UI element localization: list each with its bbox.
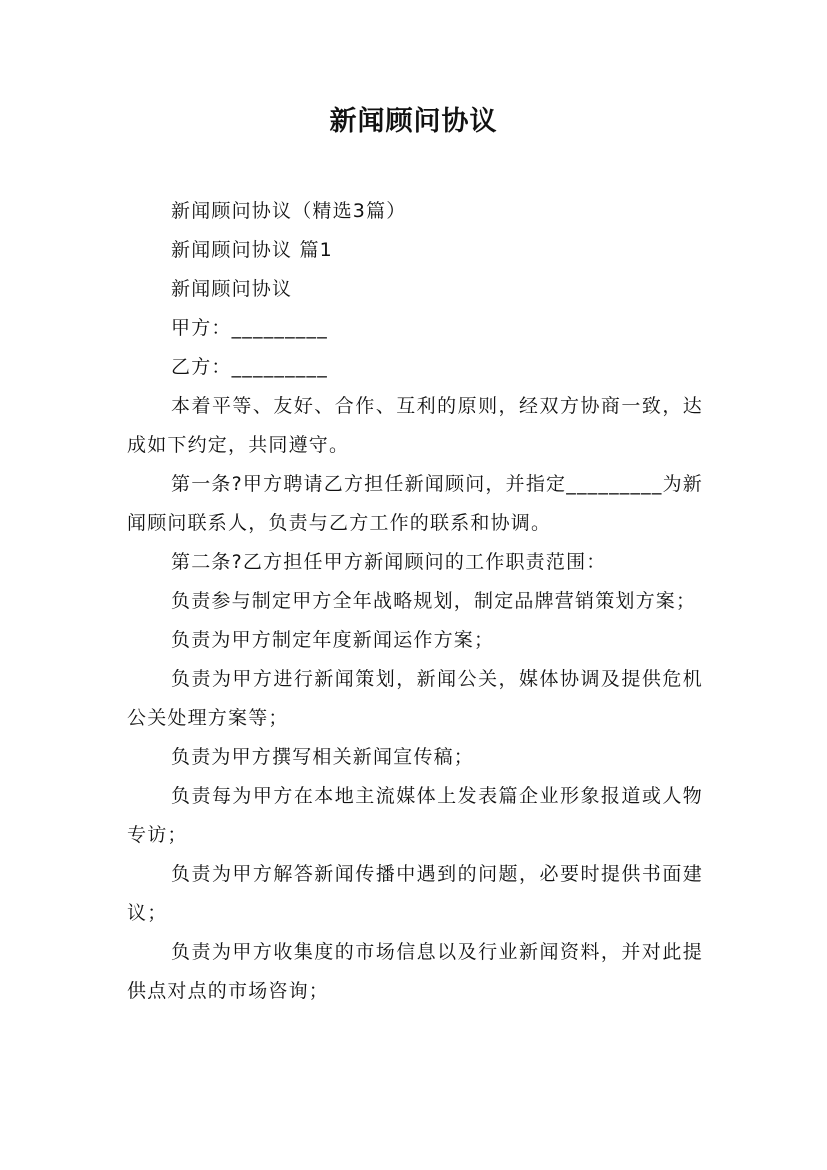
paragraph-article-1: 第一条?甲方聘请乙方担任新闻顾问，并指定_________为新闻顾问联系人，负责与乙方工作的联系和协调。 bbox=[127, 473, 703, 534]
paragraph-duty-4: 负责为甲方撰写相关新闻宣传稿； bbox=[171, 746, 475, 768]
document-body bbox=[127, 192, 703, 1011]
paragraph-section-heading: 新闻顾问协议 篇1 bbox=[171, 239, 333, 261]
paragraph-duty-3: 负责为甲方进行新闻策划，新闻公关，媒体协调及提供危机公关处理方案等； bbox=[127, 668, 703, 729]
paragraph-agreement-name: 新闻顾问协议 bbox=[171, 278, 293, 300]
paragraph-party-a: 甲方：_________ bbox=[171, 317, 328, 339]
paragraph-duty-7: 负责为甲方收集度的市场信息以及行业新闻资料，并对此提供点对点的市场咨询； bbox=[127, 941, 703, 1002]
paragraph-duty-2: 负责为甲方制定年度新闻运作方案； bbox=[171, 629, 495, 651]
paragraph-article-2: 第二条?乙方担任甲方新闻顾问的工作职责范围： bbox=[171, 551, 607, 573]
paragraph-duty-6: 负责为甲方解答新闻传播中遇到的问题，必要时提供书面建议； bbox=[127, 863, 703, 924]
paragraph-duty-5: 负责每为甲方在本地主流媒体上发表篇企业形象报道或人物专访； bbox=[127, 785, 703, 846]
paragraph-party-b: 乙方：_________ bbox=[171, 356, 328, 378]
paragraph-subtitle: 新闻顾问协议（精选3篇） bbox=[171, 200, 407, 222]
document-title: 新闻顾问协议 bbox=[329, 106, 498, 137]
paragraph-duty-1: 负责参与制定甲方全年战略规划，制定品牌营销策划方案； bbox=[171, 590, 697, 612]
paragraph-principle: 本着平等、友好、合作、互利的原则，经双方协商一致，达成如下约定，共同遵守。 bbox=[127, 395, 703, 456]
